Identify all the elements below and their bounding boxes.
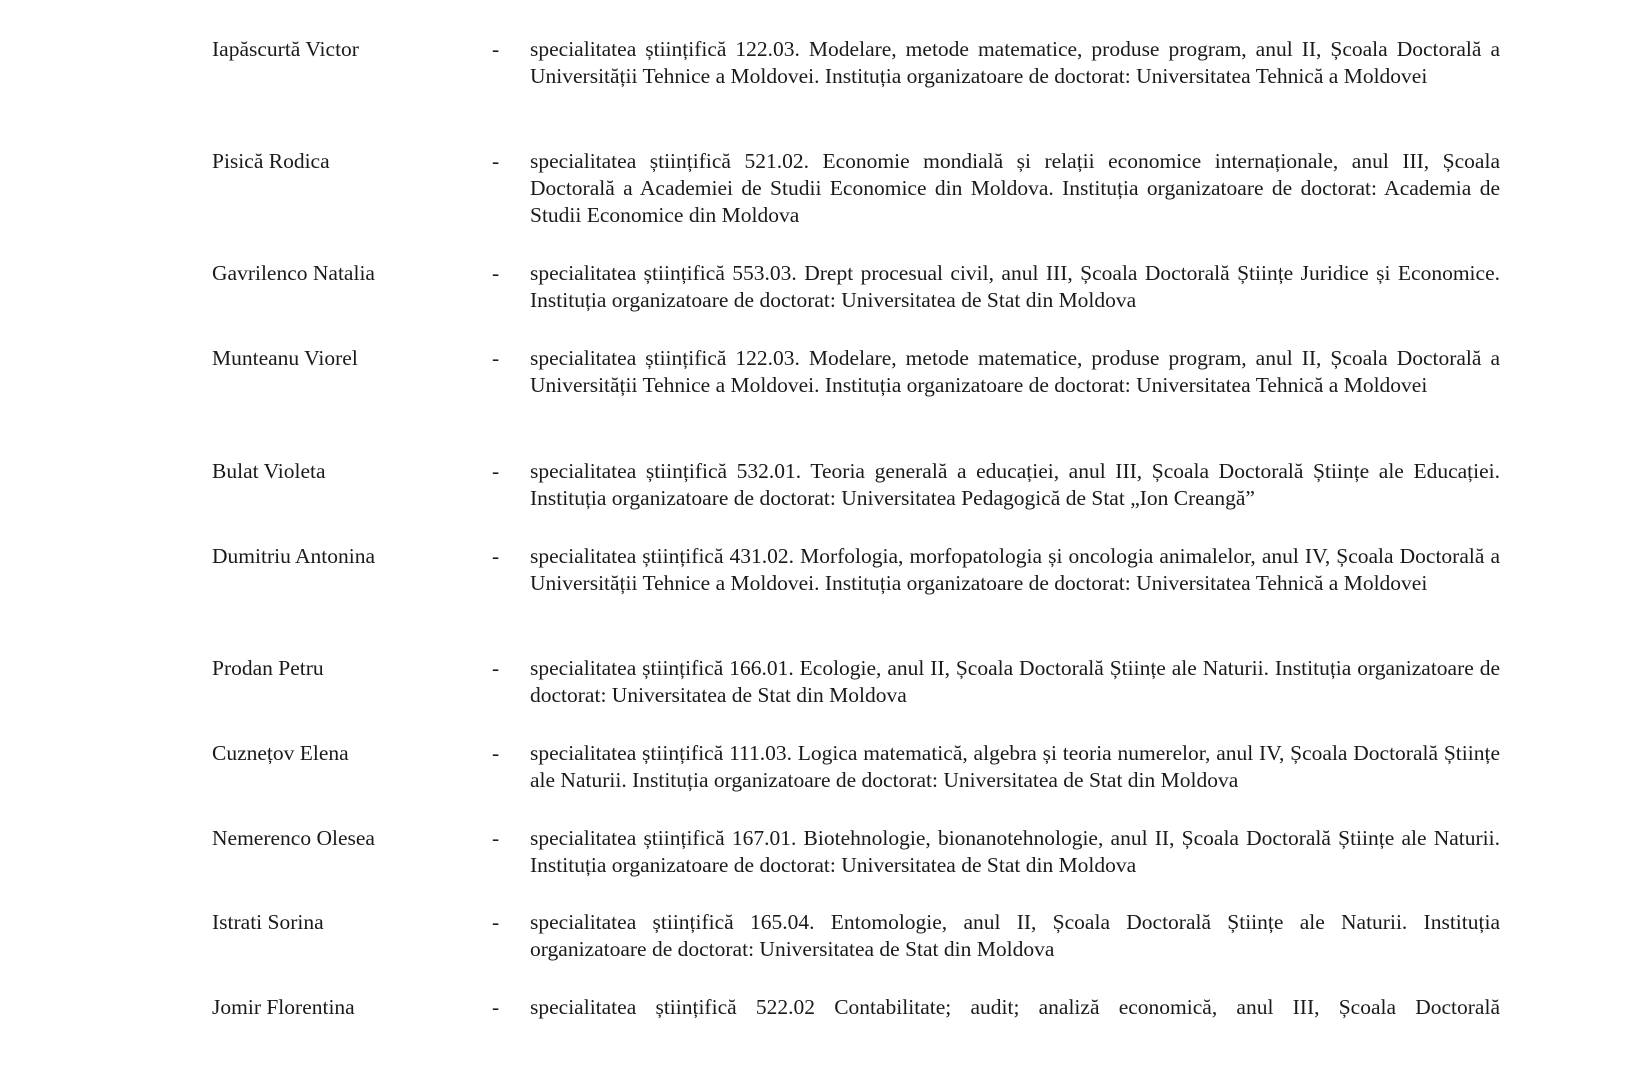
dash-separator: - [492, 995, 500, 1019]
specialty-description: specialitatea științifică 431.02. Morfologia, morfopatologia și oncologia animalelor, anul IV, Școala Doctorală a Universității Tehnice a Moldovei. Instituția organizatoare de doctorat: Universitatea Tehnică a Moldovei [530, 544, 1500, 595]
specialty-description: specialitatea științifică 532.01. Teoria generală a educației, anul III, Școala Doctorală Științe ale Educației. Instituția organizatoare de doctorat: Universitatea Pedagogică de Stat „Ion Creangă” [530, 459, 1500, 510]
dash-separator: - [492, 910, 500, 934]
person-name: Munteanu Viorel [212, 346, 358, 370]
dash-separator: - [492, 459, 500, 483]
person-name: Gavrilenco Natalia [212, 261, 375, 285]
person-name: Jomir Florentina [212, 995, 355, 1019]
specialty-description: specialitatea științifică 111.03. Logica matematică, algebra și teoria numerelor, anul IV, Școala Doctorală Științe ale Naturii. Instituția organizatoare de doctorat: Universitatea de Stat din Moldova [530, 741, 1500, 792]
dash-separator: - [492, 261, 500, 285]
person-name: Pisică Rodica [212, 149, 330, 173]
dash-separator: - [492, 149, 500, 173]
dash-separator: - [492, 741, 500, 765]
dash-separator: - [492, 346, 500, 370]
specialty-description: specialitatea științifică 521.02. Economie mondială și relații economice internaționale, anul III, Școala Doctorală a Academiei de Studii Economice din Moldova. Instituția organizatoare de doctorat: Academia de Studii Economice din Moldova [530, 149, 1500, 227]
specialty-description: specialitatea științifică 522.02 Contabilitate; audit; analiză economică, anul III, Școala Doctorală [530, 995, 1500, 1019]
dash-separator: - [492, 544, 500, 568]
person-name: Nemerenco Olesea [212, 826, 375, 850]
person-name: Bulat Violeta [212, 459, 326, 483]
dash-separator: - [492, 37, 500, 61]
specialty-description: specialitatea științifică 553.03. Drept procesual civil, anul III, Școala Doctorală Științe Juridice și Economice. Instituția organizatoare de doctorat: Universitatea de Stat din Moldova [530, 261, 1500, 312]
specialty-description: specialitatea științifică 165.04. Entomologie, anul II, Școala Doctorală Științe ale Naturii. Instituția organizatoare de doctorat: Universitatea de Stat din Moldova [530, 910, 1500, 961]
specialty-description: specialitatea științifică 167.01. Biotehnologie, bionanotehnologie, anul II, Școala Doctorală Științe ale Naturii. Instituția organizatoare de doctorat: Universitatea de Stat din Moldova [530, 826, 1500, 877]
person-name: Cuznețov Elena [212, 741, 349, 765]
specialty-description: specialitatea științifică 122.03. Modelare, metode matematice, produse program, anul II, Școala Doctorală a Universității Tehnice a Moldovei. Instituția organizatoare de doctorat: Universitatea Tehnică a Moldovei [530, 346, 1500, 397]
specialty-description: specialitatea științifică 122.03. Modelare, metode matematice, produse program, anul II, Școala Doctorală a Universității Tehnice a Moldovei. Instituția organizatoare de doctorat: Universitatea Tehnică a Moldovei [530, 37, 1500, 88]
dash-separator: - [492, 826, 500, 850]
person-name: Iapăscurtă Victor [212, 37, 359, 61]
person-name: Dumitriu Antonina [212, 544, 376, 568]
person-name: Istrati Sorina [212, 910, 324, 934]
person-name: Prodan Petru [212, 656, 324, 680]
specialty-description: specialitatea științifică 166.01. Ecologie, anul II, Școala Doctorală Științe ale Naturii. Instituția organizatoare de doctorat: Universitatea de Stat din Moldova [530, 656, 1500, 707]
dash-separator: - [492, 656, 500, 680]
